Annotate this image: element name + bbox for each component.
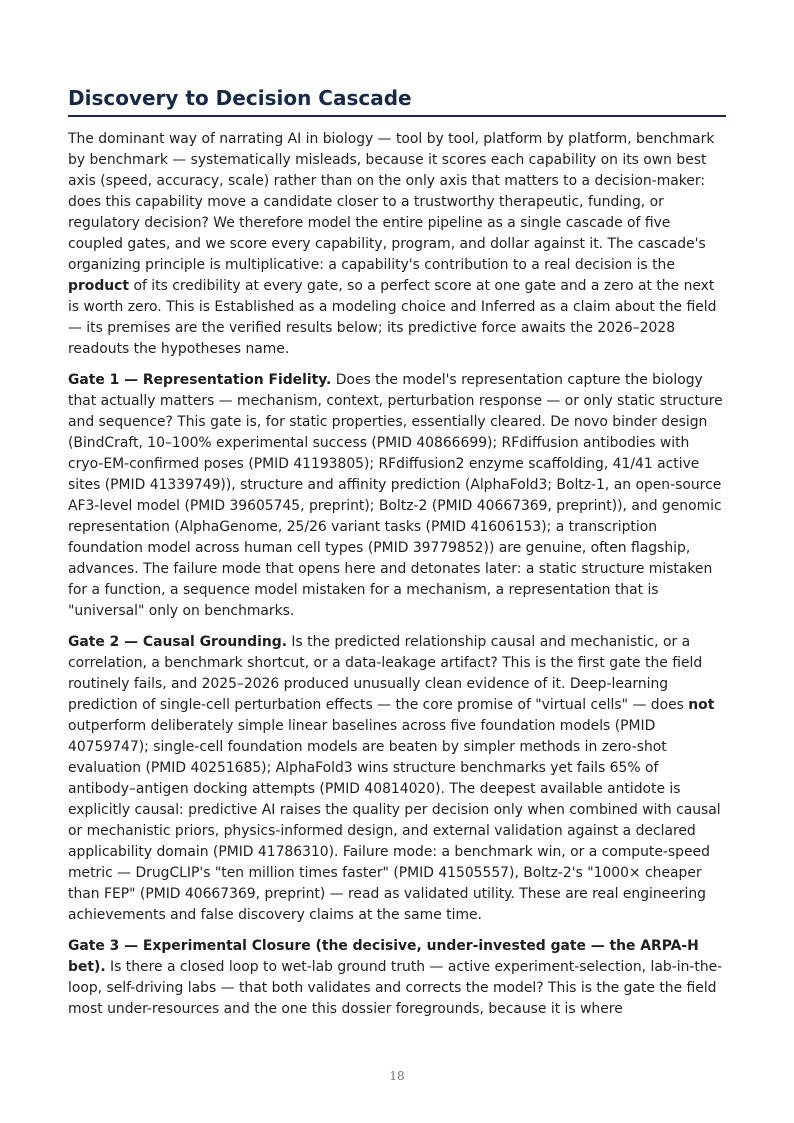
intro-text-2: of its credibility at every gate, so a perfect score at one gate and a zero at the next is worth zero. This is Established as a modeling choice and Inferred as a claim about the field — its premises are the verified results below; its predictive force awaits the 2026–2028 readouts the hypotheses name. bbox=[68, 278, 717, 357]
page-content bbox=[68, 84, 726, 1020]
gate-1-paragraph bbox=[68, 370, 726, 622]
gate-2-heading: Gate 2 — Causal Grounding. bbox=[68, 634, 287, 650]
intro-paragraph bbox=[68, 129, 726, 360]
gate-2-paragraph bbox=[68, 632, 726, 926]
section-title: Discovery to Decision Cascade bbox=[68, 84, 726, 117]
gate-1-heading: Gate 1 — Representation Fidelity. bbox=[68, 372, 332, 388]
gate-2-text-2: outperform deliberately simple linear baselines across five foundation models (PMID 40759747); single-cell foundation models are beaten by simpler methods in zero-shot evaluation (PMID 40251685); AlphaFold3 wins structure benchmarks yet fails 65% of antibody–antigen docking attempts (PMID 40814020). The deepest available antidote is explicitly causal: predictive AI raises the quality per decision only when combined with causal or mechanistic priors, physics-informed design, and external validation against a declared applicability domain (PMID 41786310). Failure mode: a benchmark win, or a compute-speed metric — DrugCLIP's "ten million times faster" (PMID 41505557), Boltz-2's "1000× cheaper than FEP" (PMID 40667369, preprint) — read as validated utility. These are real engineering achievements and false discovery claims at the same time. bbox=[68, 718, 721, 923]
gate-1-text: Does the model's representation capture the biology that actually matters — mechanism, context, perturbation response — or only static structure and sequence? This gate is, for static properties, essentially cleared. De novo binder design (BindCraft, 10–100% experimental success (PMID 40866699); RFdiffusion antibodies with cryo-EM-confirmed poses (PMID 41193805); RFdiffusion2 enzyme scaffolding, 41/41 active sites (PMID 41339749)), structure and affinity prediction (AlphaFold3; Boltz-1, an open-source AF3-level model (PMID 39605745, preprint); Boltz-2 (PMID 40667369, preprint)), and genomic representation (AlphaGenome, 25/26 variant tasks (PMID 41606153); a transcription foundation model across human cell types (PMID 39779852)) are genuine, often flagship, advances. The failure mode that opens here and detonates later: a static structure mistaken for a function, a sequence model mistaken for a mechanism, a representation that is "universal" only on benchmarks. bbox=[68, 372, 723, 619]
intro-bold-product: product bbox=[68, 278, 130, 294]
page-number: 18 bbox=[389, 1069, 405, 1083]
gate-2-bold-not: not bbox=[688, 697, 715, 713]
gate-3-heading: Gate 3 — Experimental Closure (the decisive, under-invested gate — the ARPA-H bet). bbox=[68, 938, 699, 975]
gate-2-text-1: Is the predicted relationship causal and mechanistic, or a correlation, a benchmark shortcut, or a data-leakage artifact? This is the first gate the field routinely fails, and 2025–2026 produced unusually clean evidence of it. Deep-learning prediction of single-cell perturbation effects — the core promise of "virtual cells" — does bbox=[68, 634, 703, 713]
gate-3-paragraph bbox=[68, 936, 726, 1020]
intro-text-1: The dominant way of narrating AI in biology — tool by tool, platform by platform, benchmark by benchmark — systematically misleads, because it scores each capability on its own best axis (speed, accuracy, scale) rather than on the only axis that matters to a decision-maker: does this capability move a candidate closer to a trustworthy therapeutic, funding, or regulatory decision? We therefore model the entire pipeline as a single cascade of five coupled gates, and we score every capability, program, and dollar against it. The cascade's organizing principle is multiplicative: a capability's contribution to a real decision is the bbox=[68, 131, 715, 273]
gate-3-text: Is there a closed loop to wet-lab ground truth — active experiment-selection, lab-in-the-loop, self-driving labs — that both validates and corrects the model? This is the gate the field most under-resources and the one this dossier foregrounds, because it is where bbox=[68, 959, 723, 1017]
